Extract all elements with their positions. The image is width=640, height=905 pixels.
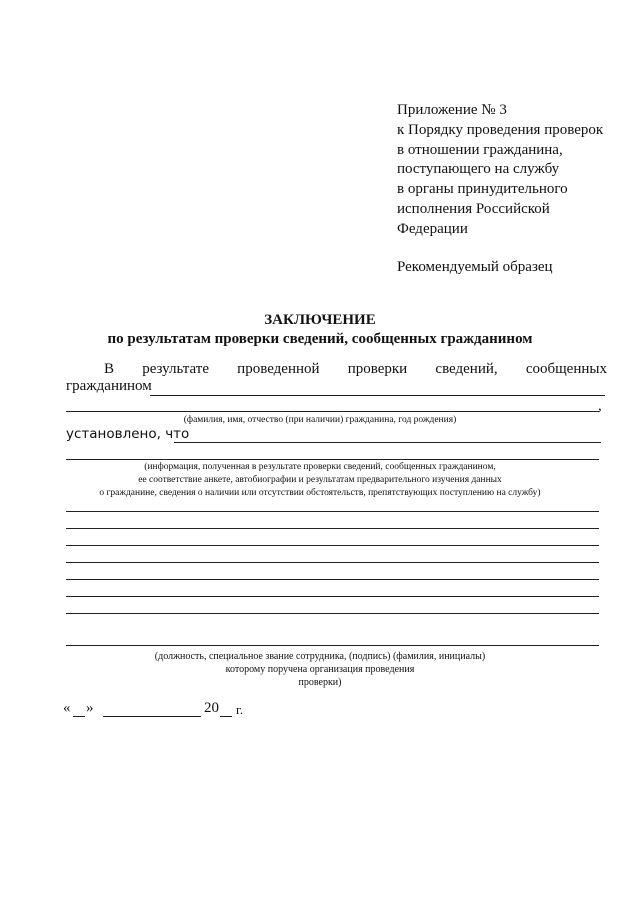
appendix-header (397, 101, 629, 240)
appendix-line: в органы принудительного (397, 181, 568, 198)
citizen-fill-line-2 (66, 411, 599, 412)
appendix-line: исполнения Российской (397, 200, 550, 217)
appendix-line: Федерации (397, 220, 468, 237)
info-caption (0, 461, 640, 500)
citizen-caption: (фамилия, имя, отчество (при наличии) гражданина, год рождения) (183, 415, 457, 425)
date-year-suffix: г. (236, 702, 244, 717)
blank-line (66, 613, 599, 614)
appendix-line: Приложение № 3 (397, 102, 507, 118)
appendix-line: поступающего на службу (397, 161, 560, 178)
date-year-blank (220, 716, 232, 717)
info-caption-line: ее соответствие анкете, автобиографии и результатам предварительного изучения данных (138, 475, 502, 485)
blank-line (66, 545, 599, 546)
date-day-blank (73, 716, 85, 717)
comma-mark: , (598, 398, 602, 414)
intro-word: В (104, 361, 115, 377)
intro-sentence (66, 361, 607, 378)
appendix-line: в отношении гражданина, (397, 141, 563, 158)
established-label: установлено, что (66, 426, 190, 442)
established-fill-line (174, 442, 601, 443)
date-close-quote: » (86, 700, 94, 716)
signature-caption (0, 650, 640, 689)
intro-word: результате (142, 361, 209, 377)
signature-caption-line: проверки) (298, 677, 342, 688)
document-title: ЗАКЛЮЧЕНИЕ (264, 312, 376, 328)
intro-word: проведенной (237, 361, 320, 377)
intro-word: проверки (347, 361, 408, 377)
blank-line (66, 579, 599, 580)
date-open-quote: « (63, 700, 71, 716)
intro-word: сведений, (435, 361, 498, 377)
date-year-prefix: 20 (204, 700, 219, 716)
date-month-blank (103, 716, 201, 717)
blank-line (66, 562, 599, 563)
document-subtitle: по результатам проверки сведений, сообщенных гражданином (107, 331, 533, 347)
blank-line (66, 511, 599, 512)
blank-line (66, 596, 599, 597)
blank-line (66, 528, 599, 529)
signature-caption-line: (должность, специальное звание сотрудника, (подпись) (фамилия, инициалы) (154, 651, 486, 662)
established-fill-line-2 (66, 459, 599, 460)
info-caption-line: о гражданине, сведения о наличии или отсутствии обстоятельств, препятствующих поступлению на службу) (99, 488, 541, 498)
signature-caption-line: которому поручена организация проведения (225, 664, 415, 675)
appendix-line: к Порядку проведения проверок (397, 121, 604, 138)
signature-line (66, 645, 599, 646)
info-caption-line: (информация, полученная в результате проверки сведений, сообщенных гражданином, (144, 462, 496, 472)
sample-label: Рекомендуемый образец (397, 259, 553, 275)
citizen-fill-line (150, 395, 605, 396)
intro-word: сообщенных (525, 361, 607, 377)
citizen-label: гражданином (66, 378, 152, 394)
